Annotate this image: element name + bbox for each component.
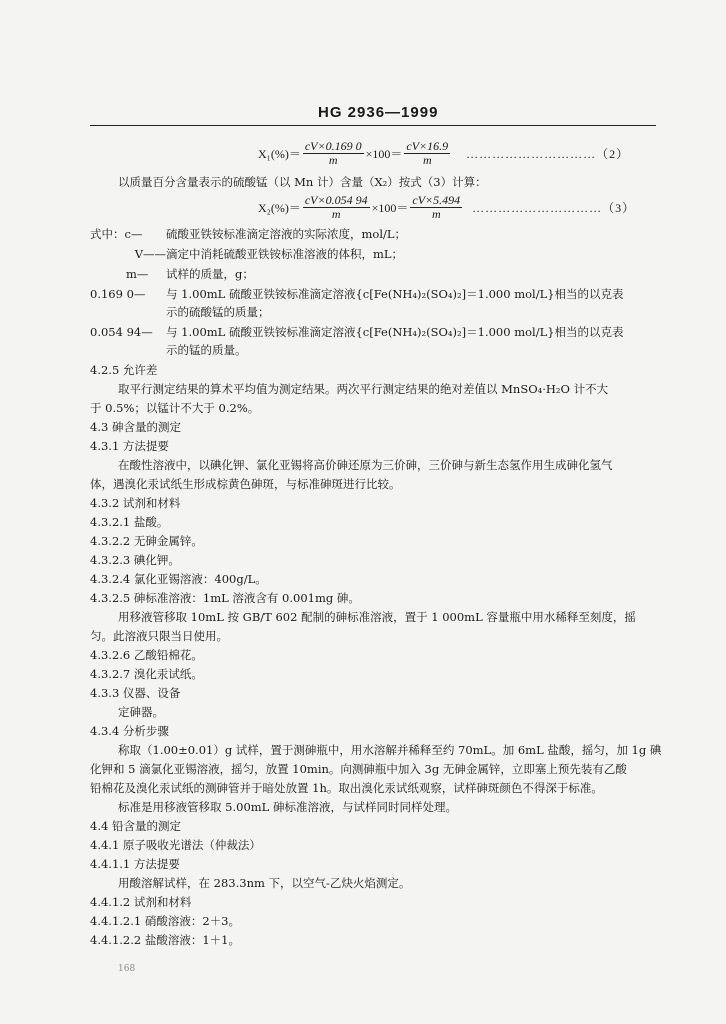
paragraph-line: 体，遇溴化汞试纸生形成棕黄色砷斑，与标准砷斑进行比较。 bbox=[90, 477, 401, 491]
section-heading: 4.3.3 仪器、设备 bbox=[90, 686, 181, 700]
formula-2-numerator-2: cV×16.9 bbox=[406, 139, 449, 153]
section-heading: 4.2.5 允许差 bbox=[90, 363, 158, 377]
list-item: 4.3.2.1 盐酸。 bbox=[90, 515, 169, 529]
def-text: 滴定中消耗硫酸亚铁铵标准溶液的体积，mL； bbox=[166, 247, 404, 261]
section-heading: 4.3.2 试剂和材料 bbox=[90, 496, 181, 510]
page-number: 168 bbox=[118, 964, 136, 974]
list-item: 4.3.2.7 溴化汞试纸。 bbox=[90, 667, 203, 681]
paragraph-line: 匀。此溶液只限当日使用。 bbox=[90, 629, 228, 643]
def-c bbox=[90, 226, 406, 242]
formula-3-mid: ×100＝ bbox=[371, 201, 409, 215]
formula-3-numerator-1: cV×0.054 94 bbox=[304, 193, 368, 207]
section-heading: 4.4.1 原子吸收光谱法（仲裁法） bbox=[90, 838, 261, 852]
paragraph-line: 定砷器。 bbox=[118, 705, 164, 719]
paragraph-line: 标准是用移液管移取 5.00mL 砷标准溶液，与试样同时同样处理。 bbox=[118, 800, 457, 814]
list-item: 4.3.2.3 碘化钾。 bbox=[90, 553, 180, 567]
def-symbol: 式中：c— bbox=[90, 227, 143, 241]
list-item: 4.4.1.2.2 盐酸溶液：1＋1。 bbox=[90, 933, 240, 947]
formula-3-numerator-2: cV×5.494 bbox=[412, 193, 461, 207]
formula-2-denominator-2: m bbox=[422, 153, 432, 167]
formula-3-fraction-1 bbox=[303, 194, 370, 221]
paragraph-line: 取平行测定结果的算术平均值为测定结果。两次平行测定结果的绝对差值以 MnSO₄·H₂O 计不大 bbox=[118, 382, 609, 396]
formula-2-fraction-2 bbox=[404, 140, 450, 167]
section-heading: 4.3.4 分析步骤 bbox=[90, 724, 169, 738]
section-heading: 4.4.1.2 试剂和材料 bbox=[90, 895, 192, 909]
paragraph-line: 用酸溶解试样，在 283.3nm 下，以空气-乙炔火焰测定。 bbox=[118, 876, 411, 890]
def-symbol: m— bbox=[126, 267, 149, 281]
formula-3-ref: …………………………（3） bbox=[472, 201, 636, 215]
paragraph-line: 于 0.5%；以锰计不大于 0.2%。 bbox=[90, 401, 260, 415]
formula-2 bbox=[258, 140, 629, 167]
list-item: 4.3.2.6 乙酸铅棉花。 bbox=[90, 648, 203, 662]
formula-2-lhs: X₁(%)＝ bbox=[258, 147, 301, 161]
paragraph-line: 称取（1.00±0.01）g 试样，置于测砷瓶中，用水溶解并稀释至约 70mL。加 6mL 盐酸，摇匀，加 1g 碘 bbox=[118, 743, 662, 757]
formula-2-numerator-1: cV×0.169 0 bbox=[304, 139, 362, 153]
def-symbol: 0.169 0— bbox=[90, 287, 146, 301]
paragraph-line: 在酸性溶液中，以碘化钾、氯化亚锡将高价砷还原为三价砷，三价砷与新生态氢作用生成砷化氢气 bbox=[118, 458, 613, 472]
paragraph-line: 铅棉花及溴化汞试纸的测砷管并于暗处放置 1h。取出溴化汞试纸观察，试样砷斑颜色不得深于标准。 bbox=[90, 781, 603, 795]
def-text: 与 1.00mL 硫酸亚铁铵标准滴定溶液{c[Fe(NH₄)₂(SO₄)₂]＝1.000 mol/L}相当的以克表 bbox=[166, 325, 624, 339]
def-m bbox=[90, 266, 254, 282]
formula-3-denominator-2: m bbox=[431, 207, 441, 221]
formula-2-mid: ×100＝ bbox=[365, 147, 403, 161]
section-heading: 4.3.1 方法提要 bbox=[90, 439, 169, 453]
formula-3-fraction-2 bbox=[410, 194, 462, 221]
def-factor-2 bbox=[90, 324, 624, 340]
paragraph-line: 用移液管移取 10mL 按 GB/T 602 配制的砷标准溶液，置于 1 000mL 容量瓶中用水稀释至刻度，摇 bbox=[118, 610, 636, 624]
def-symbol: 0.054 94— bbox=[90, 325, 153, 339]
def-factor-2-cont: 示的锰的质量。 bbox=[166, 343, 247, 357]
paragraph-line: 化钾和 5 滴氯化亚锡溶液，摇匀，放置 10min。向测砷瓶中加入 3g 无砷金属锌，立即塞上预先装有乙酸 bbox=[90, 762, 627, 776]
def-text: 与 1.00mL 硫酸亚铁铵标准滴定溶液{c[Fe(NH₄)₂(SO₄)₂]＝1.000 mol/L}相当的以克表 bbox=[166, 287, 624, 301]
section-heading: 4.3 砷含量的测定 bbox=[90, 420, 181, 434]
def-text: 硫酸亚铁铵标准滴定溶液的实际浓度，mol/L； bbox=[166, 227, 407, 241]
formula-3-denominator-1: m bbox=[331, 207, 341, 221]
list-item: 4.3.2.2 无砷金属锌。 bbox=[90, 534, 203, 548]
list-item: 4.4.1.2.1 硝酸溶液：2＋3。 bbox=[90, 914, 240, 928]
def-text: 试样的质量，g； bbox=[166, 267, 254, 281]
formula-2-denominator-1: m bbox=[328, 153, 338, 167]
list-item: 4.3.2.5 砷标准溶液：1mL 溶液含有 0.001mg 砷。 bbox=[90, 591, 360, 605]
def-factor-1 bbox=[90, 286, 624, 302]
formula-2-ref: …………………………（2） bbox=[466, 147, 630, 161]
def-factor-1-cont: 示的硫酸锰的质量； bbox=[166, 305, 270, 319]
formula-3 bbox=[258, 194, 635, 221]
formula-2-fraction-1 bbox=[303, 140, 364, 167]
formula-3-lhs: X₂(%)＝ bbox=[258, 201, 301, 215]
def-symbol: V—— bbox=[134, 247, 166, 261]
header-rule bbox=[90, 125, 656, 126]
section-heading: 4.4.1.1 方法提要 bbox=[90, 857, 180, 871]
def-v bbox=[90, 246, 403, 262]
section-heading: 4.4 铅含量的测定 bbox=[90, 819, 181, 833]
standard-number-header: HG 2936—1999 bbox=[318, 104, 439, 121]
formula-3-intro: 以质量百分含量表示的硫酸锰（以 Mn 计）含量（X₂）按式（3）计算： bbox=[118, 175, 487, 189]
list-item: 4.3.2.4 氯化亚锡溶液：400g/L。 bbox=[90, 572, 267, 586]
